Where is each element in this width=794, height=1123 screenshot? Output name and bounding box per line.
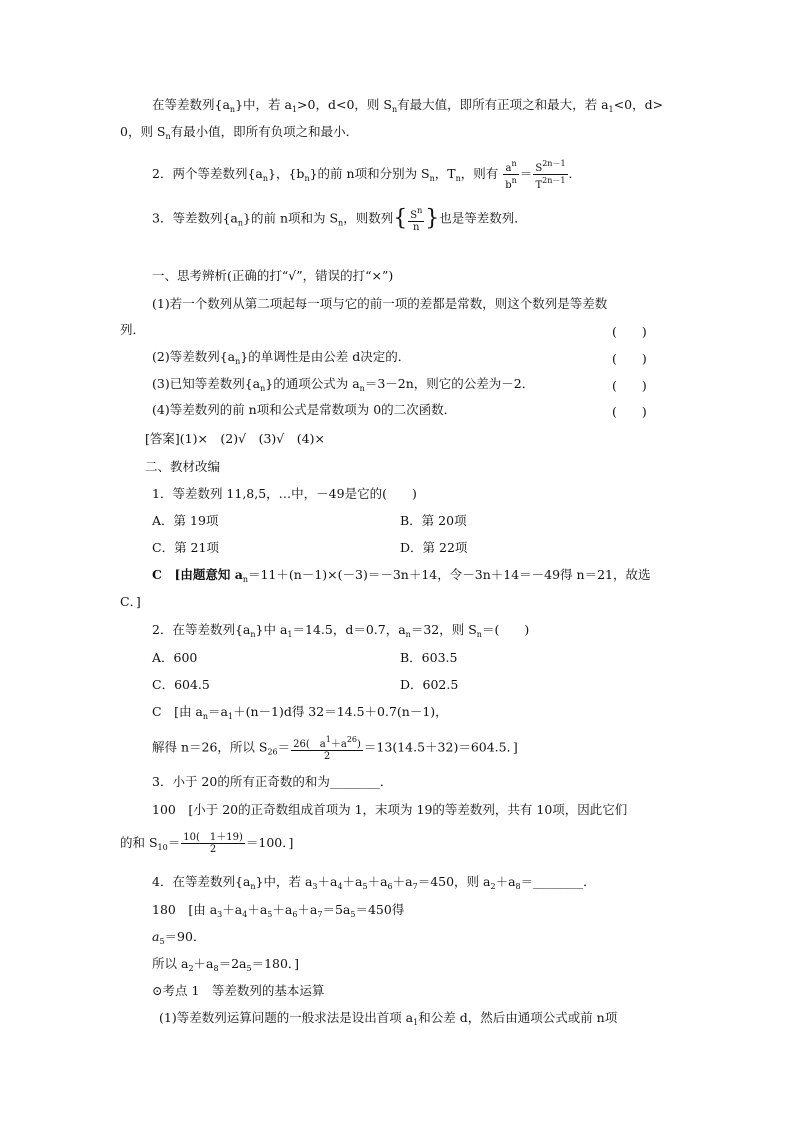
problem-2-answer-line-2: 解得 n＝26，所以 $S_{26}=$ $\frac{26( a^1+a^{26})}{2}$ ＝13(14.5＋32)＝604.5．] [152, 735, 518, 762]
intro-line-2: 0，则 $S_n$有最小值，即所有负项之和最小． [120, 124, 359, 141]
problem-4: 4．在等差数列$\{a_n\}$中，若 $a_3+a_4+a_5+a_6+a_7=450$，则 $a_2+a_8=\_\_\_\_\_\_\_\_$． [152, 874, 596, 891]
problem-4-answer-line-1: 180 [由 $a_3+a_4+a_5+a_6+a_7=5a_5=450$得 [152, 902, 405, 919]
problem-2-option-c: C．604.5 [152, 677, 210, 692]
problem-3-answer-line-1: 100 [小于 20的正奇数组成首项为 1，末项为 19的等差数列，共有 10项，因此它们 [152, 802, 628, 817]
section-2-heading: 二、教材改编 [145, 459, 221, 474]
problem-1-option-b: B．第 20项 [400, 513, 467, 528]
problem-2-option-b: B．603.5 [400, 650, 458, 665]
answers-1: [答案](1)× (2)√ (3)√ (4)× [145, 431, 325, 446]
kaodian-title: ⊙考点 1 等差数列的基本运算 [152, 983, 325, 998]
answer-blank-4: ( ) [612, 404, 647, 419]
item-2: 2．两个等差数列$\{a_n\}$，$\{b_n\}$的前 n项和分别为 $S_n$，$T_n$，则有 $\frac{a^n}{b^n}$ ＝ $\frac{S^{2n-1}}{T^{2n-1}}$ ． [152, 159, 582, 191]
answer-blank-3: ( ) [612, 378, 647, 393]
problem-1-answer-line-1: C [由题意知 $a_n=11+(n-1)\times(-3)=-3n+14$，令－3n＋14＝－49得 n＝21，故选 [152, 567, 651, 584]
problem-2: 2．在等差数列$\{a_n\}$中 $a_1=14.5$，d＝0.7，$a_n=32$，则 $S_n=$( ) [152, 622, 530, 639]
problem-1-option-d: D．第 22项 [400, 540, 468, 555]
kaodian-para-1: (1)等差数列运算问题的一般求法是设出首项 $a_1$和公差 d，然后由通项公式或前 n项 [159, 1010, 618, 1027]
fraction-s-over-t: $\frac{S^{2n-1}}{T^{2n-1}}$ [535, 159, 566, 191]
question-2: (2)等差数列$\{a_n\}$的单调性是由公差 d决定的． [152, 349, 411, 366]
problem-3: 3．小于 20的所有正奇数的和为________． [152, 774, 393, 789]
fraction-sn-over-n: $\frac{S^n}{n}$ [410, 206, 423, 233]
problem-2-option-d: D．602.5 [400, 677, 459, 692]
fraction-s26: $\frac{26( a^1+a^{26})}{2}$ [293, 735, 361, 762]
intro-line-1: 在等差数列$\{a_n\}$中，若 $a_1>0$，d<0，则 $S_n$有最大值，即所有正项之和最大，若 $a_1<0$，d> [152, 97, 664, 114]
problem-1-option-c: C．第 21项 [152, 540, 219, 555]
question-1-line-1: (1)若一个数列从第二项起每一项与它的前一项的差都是常数，则这个数列是等差数 [152, 296, 608, 311]
answer-blank-2: ( ) [612, 351, 647, 366]
fraction-a-over-b: $\frac{a^n}{b^n}$ [505, 159, 517, 191]
problem-2-answer-line-1: C [由 $a_n=a_1+(n-1)d$得 32＝14.5＋0.7(n－1)， [152, 704, 448, 721]
answer-blank-1: ( ) [612, 324, 647, 339]
problem-4-answer-line-3: 所以 $a_2+a_8=2a_5=180$．] [152, 956, 300, 973]
problem-1: 1．等差数列 11,8,5，…中，－49是它的( ) [152, 486, 417, 501]
question-4: (4)等差数列的前 n项和公式是常数项为 0的二次函数． [152, 402, 457, 417]
problem-1-option-a: A．第 19项 [152, 513, 219, 528]
problem-1-answer-line-2: C．] [120, 594, 141, 609]
problem-4-answer-line-2: $a_5=90$． [152, 929, 206, 946]
item-3: 3．等差数列$\{a_n\}$的前 n项和为 $S_n$，则数列{ $\frac{S^n}{n}$ }也是等差数列． [152, 206, 527, 233]
fraction-s10: $\frac{10( 1+19)}{2}$ [183, 832, 243, 855]
section-1-heading: 一、思考辨析(正确的打“√”，错误的打“×”) [152, 268, 394, 283]
problem-2-option-a: A．600 [152, 650, 198, 665]
question-3: (3)已知等差数列$\{a_n\}$的通项公式为 $a_n=3-2n$，则它的公差为－2． [152, 376, 535, 393]
question-1-line-2: 列． [120, 322, 146, 337]
problem-3-answer-line-2: 的和 $S_{10}=$ $\frac{10( 1+19)}{2}$ ＝100．] [120, 832, 294, 855]
